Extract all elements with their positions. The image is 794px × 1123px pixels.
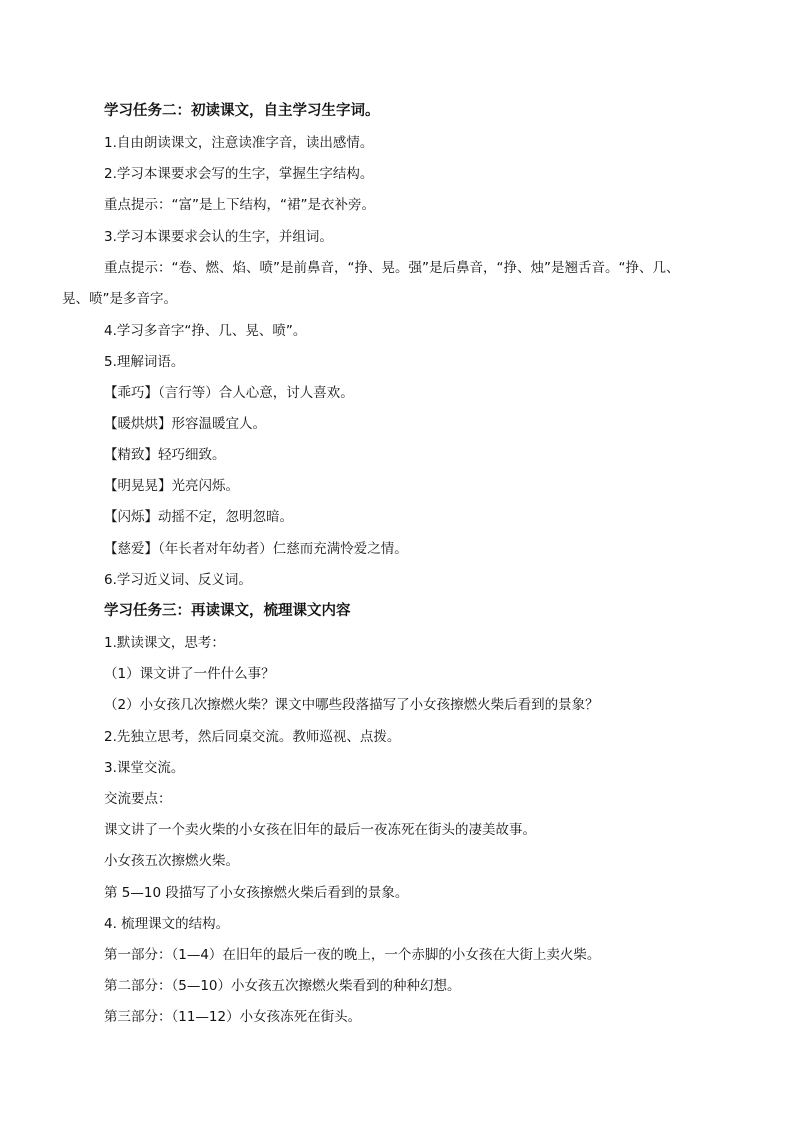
vocab-shanshuo: 【闪烁】动摇不定，忽明忽暗。 (104, 509, 293, 525)
task2-heading: 学习任务二：初读课文，自主学习生字词。 (104, 102, 380, 119)
vocab-nuanhonghong: 【暖烘烘】形容温暖宜人。 (104, 416, 266, 432)
task2-note-2: 重点提示：“卷、燃、焰、喷”是前鼻音，“挣、晃。强”是后鼻音，“挣、烛”是翘舌音。“挣、几、 (104, 260, 680, 276)
task2-item-4: 4.学习多音字“挣、几、晃、喷”。 (104, 323, 307, 339)
exchange-point-1: 课文讲了一个卖火柴的小女孩在旧年的最后一夜冻死在街头的凄美故事。 (104, 822, 536, 838)
vocab-ciai: 【慈爱】（年长者对年幼者）仁慈而充满怜爱之情。 (104, 541, 408, 557)
exchange-point-3: 第 5—10 段描写了小女孩擦燃火柴后看到的景象。 (104, 885, 409, 901)
vocab-minghuanghuang: 【明晃晃】光亮闪烁。 (104, 478, 239, 494)
task2-item-6: 6.学习近义词、反义词。 (104, 572, 252, 588)
task3-heading: 学习任务三：再读课文，梳理课文内容 (104, 602, 351, 619)
task2-item-2: 2.学习本课要求会写的生字，掌握生字结构。 (104, 166, 374, 182)
vocab-jingzhi: 【精致】轻巧细致。 (104, 447, 226, 463)
task3-question-2: （2）小女孩几次擦燃火柴？课文中哪些段落描写了小女孩擦燃火柴后看到的景象？ (104, 697, 599, 713)
task2-note-2-cont: 晃、喷”是多音字。 (62, 291, 177, 307)
structure-part-1: 第一部分：（1—4）在旧年的最后一夜的晚上，一个赤脚的小女孩在大街上卖火柴。 (104, 947, 601, 963)
task2-item-5: 5.理解词语。 (104, 354, 185, 370)
task3-item-2: 2.先独立思考，然后同桌交流。教师巡视、点拨。 (104, 729, 401, 745)
task2-item-3: 3.学习本课要求会认的生字，并组词。 (104, 229, 333, 245)
task3-item-3: 3.课堂交流。 (104, 760, 185, 776)
task3-item-4: 4. 梳理课文的结构。 (104, 916, 230, 932)
task3-question-1: （1）课文讲了一件什么事？ (104, 666, 275, 682)
structure-part-3: 第三部分：（11—12）小女孩冻死在街头。 (104, 1009, 362, 1025)
task3-item-1: 1.默读课文，思考： (104, 635, 225, 651)
exchange-point-2: 小女孩五次擦燃火柴。 (104, 853, 239, 869)
task2-note-1: 重点提示：“富”是上下结构，“裙”是衣补旁。 (104, 197, 375, 213)
structure-part-2: 第二部分：（5—10）小女孩五次擦燃火柴看到的种种幻想。 (104, 978, 461, 994)
exchange-points-label: 交流要点： (104, 791, 172, 807)
task2-item-1: 1.自由朗读课文，注意读准字音，读出感情。 (104, 135, 374, 151)
vocab-guaiqiao: 【乖巧】（言行等）合人心意，讨人喜欢。 (104, 385, 354, 401)
